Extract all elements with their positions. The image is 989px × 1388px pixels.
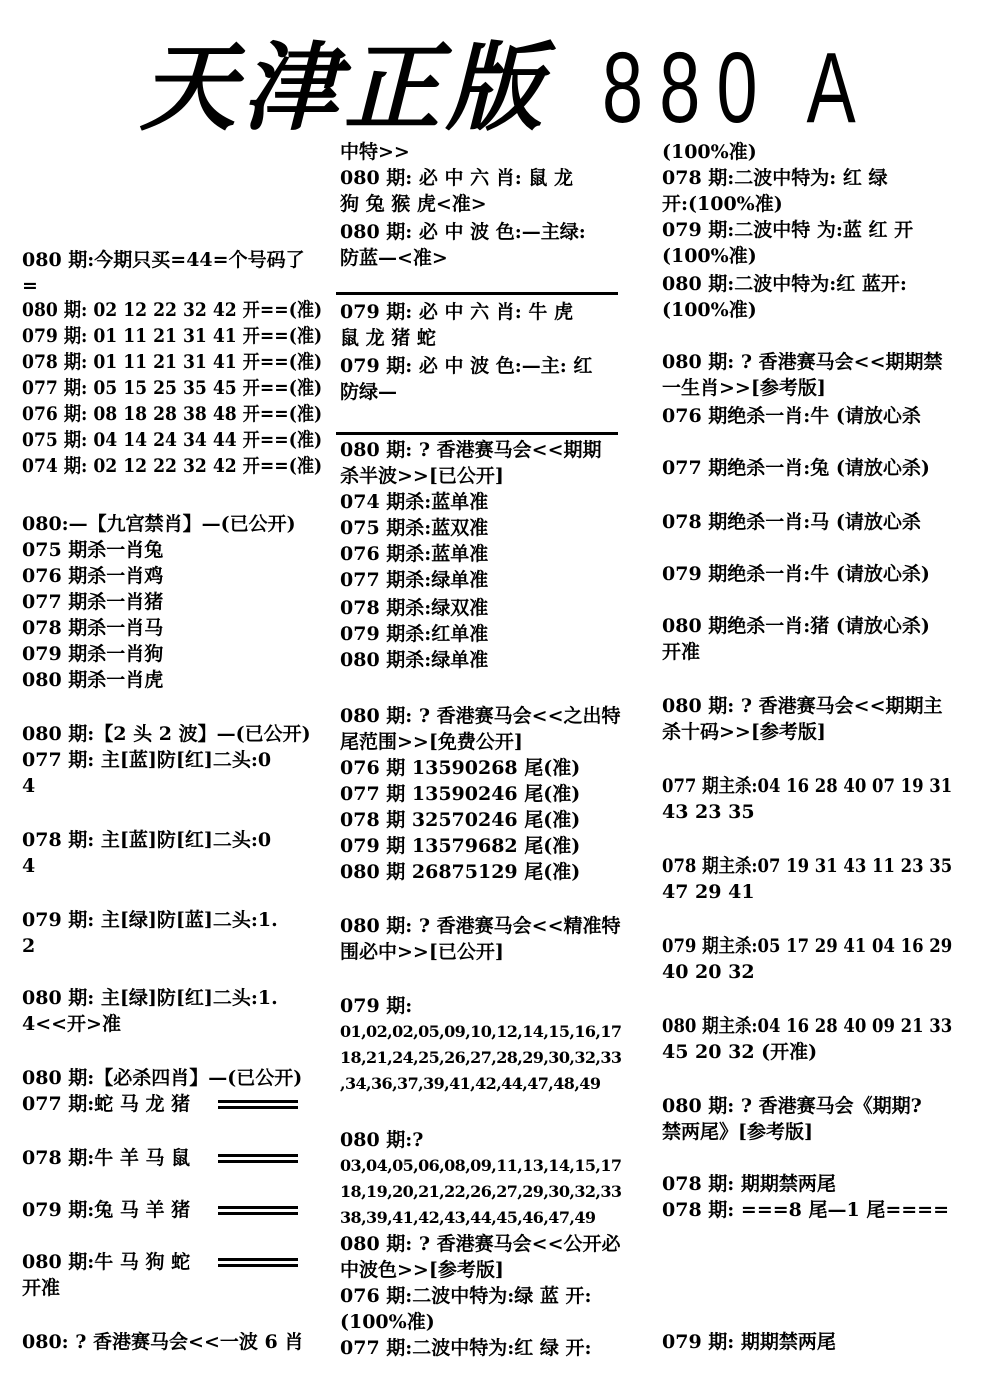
page-title (130, 31, 890, 144)
text-line: 尾范围>>[免费公开] (340, 731, 523, 753)
text-line: 077 期:二波中特为:红 绿 开: (340, 1337, 592, 1359)
text-line: 080 期: ? 香港赛马会<<公开必 (340, 1233, 621, 1255)
number-list-line: ,34,36,37,39,41,42,44,47,48,49 (340, 1074, 601, 1093)
text-line: 080 期:牛 马 狗 蛇 (22, 1251, 191, 1273)
text-line: 杀半波>>[已公开] (340, 465, 504, 487)
text-line: 080 期:? (340, 1129, 424, 1151)
text-line: 079 期:二波中特 为:蓝 红 开 (662, 219, 914, 241)
text-line: 078 期主杀:07 19 31 43 11 23 35 (662, 855, 953, 877)
text-line: 080: ? 香港赛马会<<一波 6 肖 (22, 1331, 304, 1353)
text-line: 079 期杀:红单准 (340, 623, 489, 645)
text-line: 078 期: 01 11 21 31 41 开==(准) (22, 351, 323, 373)
text-line: 开准 (22, 1277, 61, 1299)
text-line: 080:—【九宫禁肖】—(已公开) (22, 513, 296, 535)
text-line: 杀十码>>[参考版] (662, 721, 826, 743)
text-line: 禁两尾》[参考版] (662, 1121, 813, 1143)
text-line: 中特>> (340, 141, 410, 163)
text-line: 078 期 32570246 尾(准) (340, 809, 581, 831)
text-line: 080 期:二波中特为:红 蓝开: (662, 273, 907, 295)
text-line: 080 期:【必杀四肖】—(已公开) (22, 1067, 303, 1089)
text-line: 079 期主杀:05 17 29 41 04 16 29 (662, 935, 953, 957)
text-line: 079 期: 必 中 六 肖: 牛 虎 (340, 301, 573, 323)
title-code: 880 A (602, 32, 872, 144)
text-line: 078 期绝杀一肖:马 (请放心杀 (662, 511, 921, 533)
text-line: 080 期:【2 头 2 波】—(已公开) (22, 723, 311, 745)
text-line: 080 期: ? 香港赛马会《期期? (662, 1095, 922, 1117)
text-line: 077 期杀一肖猪 (22, 591, 164, 613)
text-line: 078 期:二波中特为: 红 绿 (662, 167, 888, 189)
number-list-line: 38,39,41,42,43,44,45,46,47,49 (340, 1208, 596, 1227)
number-list-line: 18,21,24,25,26,27,28,29,30,32,33 (340, 1048, 622, 1067)
text-line: 080 期: ? 香港赛马会<<之出特 (340, 705, 621, 727)
section-divider (336, 432, 618, 435)
text-line: 4 (22, 855, 36, 877)
text-line: 080 期杀:绿单准 (340, 649, 489, 671)
text-line: 077 期绝杀一肖:兔 (请放心杀) (662, 457, 930, 479)
section-divider (336, 292, 618, 295)
text-line: 2 (22, 935, 36, 957)
text-line: 080 期: ? 香港赛马会<<期期主 (662, 695, 943, 717)
text-line: 074 期: 02 12 22 32 42 开==(准) (22, 455, 323, 477)
text-line: 078 期杀:绿双准 (340, 597, 489, 619)
text-line: 076 期: 08 18 28 38 48 开==(准) (22, 403, 323, 425)
text-line: 4 (22, 775, 36, 797)
number-list-line: 18,19,20,21,22,26,27,29,30,32,33 (340, 1182, 622, 1201)
text-line: (100%准) (662, 245, 757, 267)
text-line: 080 期杀一肖虎 (22, 669, 164, 691)
text-line: 080 期: 必 中 六 肖: 鼠 龙 (340, 167, 573, 189)
text-line: 076 期:二波中特为:绿 蓝 开: (340, 1285, 592, 1307)
double-rule (218, 1154, 298, 1163)
number-list-line: 03,04,05,06,08,09,11,13,14,15,17 (340, 1156, 622, 1175)
text-line: 40 20 32 (662, 961, 755, 983)
text-line: 围必中>>[已公开] (340, 941, 504, 963)
text-line: 鼠 龙 猪 蛇 (340, 327, 436, 349)
text-line: (100%准) (662, 299, 757, 321)
text-line: 075 期: 04 14 24 34 44 开==(准) (22, 429, 323, 451)
text-line: 防蓝—<准> (340, 247, 448, 269)
text-line: 43 23 35 (662, 801, 755, 823)
text-line: 077 期 13590246 尾(准) (340, 783, 581, 805)
text-line: 防绿— (340, 381, 398, 403)
text-line: 080 期: ? 香港赛马会<<精准特 (340, 915, 621, 937)
text-line: 079 期:兔 马 羊 猪 (22, 1199, 191, 1221)
text-line: 079 期杀一肖狗 (22, 643, 164, 665)
text-line: 076 期杀:蓝单准 (340, 543, 489, 565)
text-line: 076 期绝杀一肖:牛 (请放心杀 (662, 405, 921, 427)
text-line: 075 期杀:蓝双准 (340, 517, 489, 539)
text-line: 079 期绝杀一肖:牛 (请放心杀) (662, 563, 930, 585)
text-line: 4<<开>准 (22, 1013, 121, 1035)
text-line: 079 期: 必 中 波 色:—主: 红 (340, 355, 593, 377)
text-line: 080 期: ? 香港赛马会<<期期 (340, 439, 602, 461)
text-line: 077 期: 主[蓝]防[红]二头:0 (22, 749, 272, 771)
text-line: 中波色>>[参考版] (340, 1259, 504, 1281)
text-line: 080 期主杀:04 16 28 40 09 21 33 (662, 1015, 953, 1037)
text-line: 078 期: 主[蓝]防[红]二头:0 (22, 829, 272, 851)
text-line: 一生肖>>[参考版] (662, 377, 826, 399)
text-line: 078 期杀一肖马 (22, 617, 164, 639)
text-line: 077 期:蛇 马 龙 猪 (22, 1093, 191, 1115)
text-line: 074 期杀:蓝单准 (340, 491, 489, 513)
text-line: 079 期: (340, 995, 413, 1017)
text-line: 45 20 32 (开准) (662, 1041, 818, 1063)
text-line: 080 期:今期只买=44=个号码了 (22, 249, 305, 271)
text-line: 080 期: ? 香港赛马会<<期期禁 (662, 351, 943, 373)
text-line: 080 期绝杀一肖:猪 (请放心杀) (662, 615, 930, 637)
text-line: 077 期杀:绿单准 (340, 569, 489, 591)
text-line: 080 期: 必 中 波 色:—主绿: (340, 221, 586, 243)
text-line: 079 期: 主[绿]防[蓝]二头:1. (22, 909, 278, 931)
double-rule (218, 1206, 298, 1215)
text-line: (100%准) (662, 141, 757, 163)
double-rule (218, 1258, 298, 1267)
text-line: 078 期:牛 羊 马 鼠 (22, 1147, 191, 1169)
text-line: 080 期 26875129 尾(准) (340, 861, 581, 883)
title-chinese: 天津正版 (140, 31, 548, 144)
text-line: = (22, 275, 38, 297)
number-list-line: 01,02,02,05,09,10,12,14,15,16,17 (340, 1022, 622, 1041)
text-line: 078 期: 期期禁两尾 (662, 1173, 836, 1195)
text-line: 079 期: 01 11 21 31 41 开==(准) (22, 325, 323, 347)
text-line: 079 期: 期期禁两尾 (662, 1331, 836, 1353)
text-line: 075 期杀一肖兔 (22, 539, 164, 561)
text-line: 076 期杀一肖鸡 (22, 565, 164, 587)
text-line: 077 期主杀:04 16 28 40 07 19 31 (662, 775, 953, 797)
text-line: 079 期 13579682 尾(准) (340, 835, 581, 857)
double-rule (218, 1100, 298, 1109)
text-line: 077 期: 05 15 25 35 45 开==(准) (22, 377, 323, 399)
text-line: 078 期: ===8 尾—1 尾==== (662, 1199, 950, 1221)
text-line: 47 29 41 (662, 881, 755, 903)
text-line: 开:(100%准) (662, 193, 783, 215)
text-line: 开准 (662, 641, 701, 663)
text-line: 狗 兔 猴 虎<准> (340, 193, 487, 215)
text-line: 080 期: 主[绿]防[红]二头:1. (22, 987, 278, 1009)
text-line: (100%准) (340, 1311, 435, 1333)
text-line: 076 期 13590268 尾(准) (340, 757, 581, 779)
text-line: 080 期: 02 12 22 32 42 开==(准) (22, 299, 323, 321)
